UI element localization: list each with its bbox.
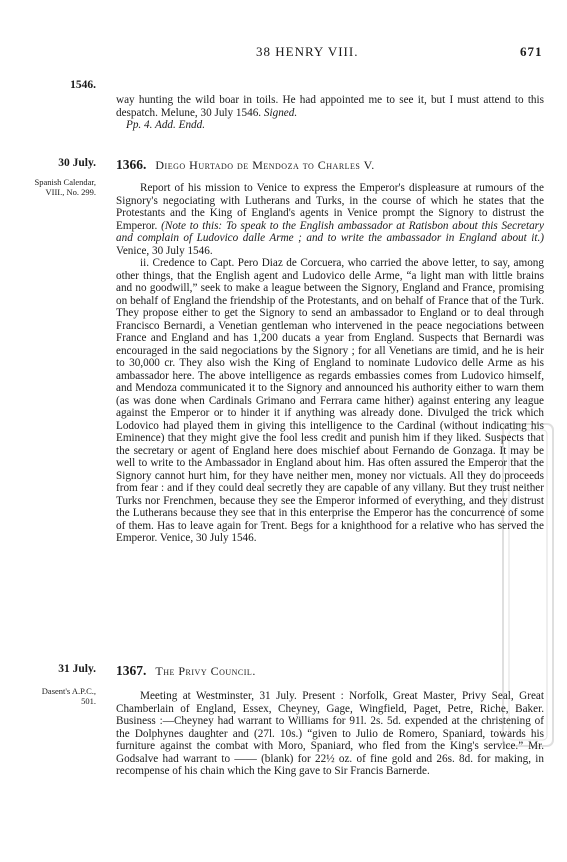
entry-1366-note: (Note to this: To speak to the English ambassador at Ratisbon about this Secretary and complain of Ludovico dalle Arme ; and to write the ambassador in England about it.) [116, 219, 544, 244]
entry-1367-number: 1367. [116, 663, 147, 678]
continuation-block [116, 94, 544, 132]
entry-1367-source: Dasent's A.P.C., 501. [41, 686, 96, 706]
continuation-ref: Pp. 4. Add. Endd. [126, 119, 206, 131]
continuation-date: 1546. [70, 79, 96, 91]
entry-1366-source: Spanish Calendar, VIII., No. 299. [34, 177, 96, 197]
continuation-text: way hunting the wild boar in toils. He had appointed me to see it, but I must attend to this despatch. Melune, 30 July 1546. Signed. [116, 94, 544, 119]
entry-1366-date: 30 July. [58, 157, 96, 169]
signed-mark: Signed. [263, 106, 298, 119]
entry-1367-para-1: Meeting at Westminster, 31 July. Present : Norfolk, Great Master, Privy Seal, Great Chamberlain of England, Essex, Cheyney, Gage, Wingfield, Paget, Petre, Riche, Baker. Business :—Cheyney had warrant to Williams for 91l. 2s. 5d. expended at the christening of the Dolphynes daughter and (27l. 10s.) “given to Julio de Romero, Spaniard, towards his furniture against the combat with Moro, Spaniard, who fled from the King's service.” Mr. Godsalve had warrant to —— (blank) for 22½ oz. of fine gold and 26s. 8d. for making, in recompense of his chain which the King gave to Sir Francis Barnerde. [116, 690, 544, 777]
entry-1366-body [116, 182, 544, 545]
running-title: 38 HENRY VIII. [256, 44, 359, 59]
page-number: 671 [520, 44, 543, 59]
entry-1366-title: Diego Hurtado de Mendoza to Charles V. [155, 158, 375, 172]
library-stamp-watermark [495, 420, 561, 750]
entry-1366-para-2: ii. Credence to Capt. Pero Diaz de Corcuera, who carried the above letter, to say, among other things, that the English agent and Ludovico delle Arme, “a light man with little brains and no goodwill,” seek to make a league between the Signory, England and France, promising on behalf of England the friendship of the Protestants, and on behalf of France that of the Turk. They propose either to get the Signory to send an ambassador to England or to deal through Francisco Bernardi, a Venetian gentleman who intervened in the peace negociations between France and England and has 1,200 ducats a year from England. Suspects that Bernardi was encouraged in the said negociations by the Signory ; for all Venetians are timid, and he is heir to 30,000 cr. They also wish the King of England to nominate Ludovico delle Arme as his ambassador here. The above intelligence as regards embassies comes from Ludovico himself, and Mendoza communicated it to the Signory and announced his authority either to warn them (as was done when Cardinals Grimano and Ferrara came hither) against entering any league against the Emperor or to hinder it if anything was already done. Divulged the trick which Lodovico had played them in giving this intelligence to the Cardinal (without indicating his Eminence) that they might give the fool less credit and punish him if they liked. Suspects that the secretary or agent of England here does mischief about Fernando de Gonzaga. It may be well to write to the Ambassador in England about him. Has often assured the Emperor that the Signory cannot hurt him, for they have neither men, money nor victuals. All they do proceeds from fear : and if they could deal secretly they are capable of any villany. But they trust neither Turks nor Frenchmen, because they see the Emperor informed of everything, and they distrust the Lutherans because they see that in this enterprise the Emperor has the concurrence of some of them. Has to leave again for Trent. Begs for a knighthood for a relative who has served the Emperor. Venice, 30 July 1546. [116, 257, 544, 544]
entry-1367-heading [116, 663, 256, 679]
entry-1367-title: The Privy Council. [155, 664, 256, 678]
entry-1367-body [116, 690, 544, 778]
entry-1366-number: 1366. [116, 157, 147, 172]
running-head [0, 44, 567, 60]
entry-1366-para-1: Report of his mission to Venice to express the Emperor's displeasure at rumours of the Signory's negociating with Lutherans and Turks, in the course of which he states that the Protestants and the King of England's agents in Venice prompt the Signory to distrust the Emperor. (Note to this: To speak to the English ambassador at Ratisbon about this Secretary and complain of Ludovico dalle Arme ; and to write the ambassador in England about it.) Venice, 30 July 1546. [116, 182, 544, 257]
entry-1366-heading [116, 157, 375, 173]
entry-1367-date: 31 July. [58, 663, 96, 675]
